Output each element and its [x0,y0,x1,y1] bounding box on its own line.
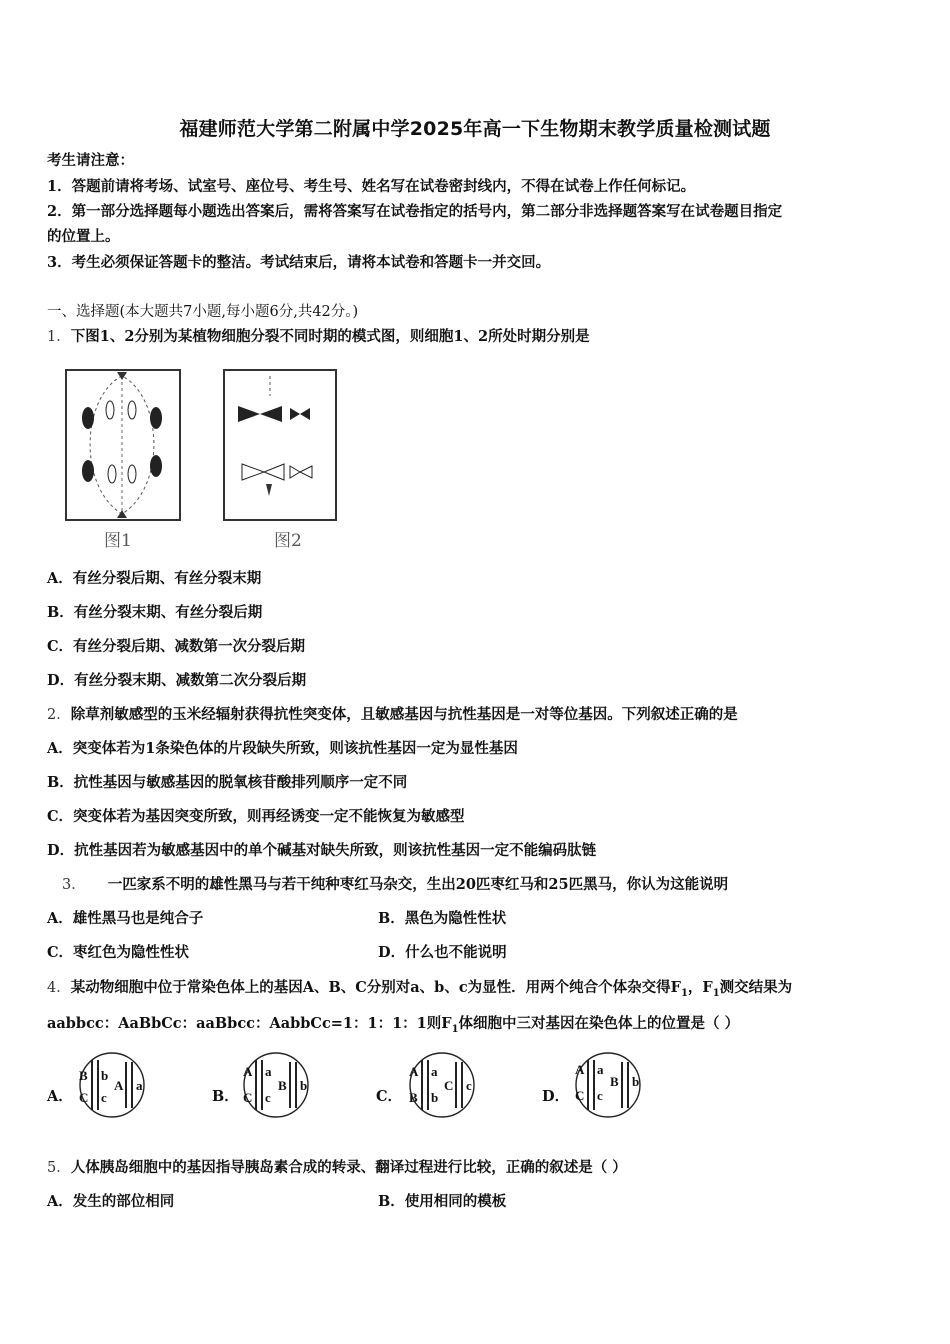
svg-text:c: c [101,1090,107,1105]
q2-option-d: D．抗性基因若为敏感基因中的单个碱基对缺失所致，则该抗性基因一定不能编码肽链 [47,842,597,859]
svg-text:B: B [278,1078,287,1093]
q4-stem: 4．某动物细胞中位于常染色体上的基因A、B、C分别对a、b、c为显性．用两个纯合个体杂交得$F_1$，$F_1$测交结果为 [47,979,793,999]
svg-text:b: b [101,1068,109,1083]
q3-option-a: A．雄性黑马也是纯合子 [47,910,204,927]
svg-text:A: A [409,1064,419,1079]
q1-stem [47,327,590,347]
notice-item-2: 2．第一部分选择题每小题选出答案后，需将答案写在试卷指定的括号内，第二部分非选择题答案写在试卷题目指定 [47,203,783,220]
svg-text:C: C [575,1088,585,1103]
svg-text:C: C [79,1090,89,1105]
svg-text:A: A [575,1062,585,1077]
notice-item-3: 3．考生必须保证答题卡的整洁。考试结束后，请将本试卷和答题卡一并交回。 [47,254,551,271]
q1-number: 1． [47,329,71,345]
q5-stem [47,1158,627,1178]
svg-text:a: a [597,1062,604,1077]
svg-text:c: c [466,1078,472,1093]
q4-option-c-label: C． [376,1088,403,1105]
figure-2-frame [224,370,336,520]
q1-option-c: C．有丝分裂后期、减数第一次分裂后期 [47,638,306,655]
q4-option-b-diagram [238,1050,314,1120]
notice-item-2-cont: 的位置上。 [47,228,120,245]
q2-number: 2． [47,707,71,723]
svg-text:b: b [300,1078,308,1093]
q2-option-a: A．突变体若为1条染色体的片段缺失所致，则该抗性基因一定为显性基因 [47,740,518,757]
svg-text:a: a [136,1078,143,1093]
svg-text:b: b [431,1090,439,1105]
q3-stem [62,875,728,895]
figure-2-chromosomes-top [238,406,310,422]
q2-stem [47,705,738,725]
figure-2-chromosomes-bottom [242,464,312,480]
q5-option-a: A．发生的部位相同 [47,1193,175,1210]
q5-number: 5． [47,1160,71,1176]
svg-text:C: C [444,1078,454,1093]
notice-item-1: 1．答题前请将考场、试室号、座位号、考生号、姓名写在试卷密封线内，不得在试卷上作任何标记。 [47,178,696,195]
figure-2-cell-telophase [220,366,342,552]
q1-text: 下图1、2分别为某植物细胞分裂不同时期的模式图，则细胞1、2所处时期分别是 [70,328,590,345]
q3-option-c: C．枣红色为隐性性状 [47,944,190,961]
q2-text: 除草剂敏感型的玉米经辐射获得抗性突变体，且敏感基因与抗性基因是一对等位基因。下列叙述正确的是 [70,706,738,723]
q5-option-b: B．使用相同的模板 [378,1193,507,1210]
figure-2-caption: 图2 [274,531,302,551]
q5-text: 人体胰岛细胞中的基因指导胰岛素合成的转录、翻译过程进行比较，正确的叙述是（ ） [70,1159,627,1176]
svg-text:B: B [409,1090,418,1105]
q2-option-b: B．抗性基因与敏感基因的脱氧核苷酸排列顺序一定不同 [47,774,408,791]
q4-option-b-label: B． [212,1088,239,1105]
q4-number: 4． [47,980,71,996]
svg-text:A: A [243,1064,253,1079]
section-heading: 一、选择题(本大题共7小题,每小题6分,共42分。) [47,304,359,320]
figure-1-frame [66,370,180,520]
q4-option-a-diagram [74,1050,150,1120]
figure-1-caption: 图1 [104,531,132,551]
q4-option-c-diagram [404,1050,480,1120]
q4-option-d-label: D． [542,1088,570,1105]
q4-option-d-diagram [570,1050,646,1120]
svg-text:c: c [265,1090,271,1105]
q3-option-b: B．黑色为隐性性状 [378,910,507,927]
q1-option-a: A．有丝分裂后期、有丝分裂末期 [47,570,262,587]
q3-option-d: D．什么也不能说明 [378,944,507,961]
svg-text:C: C [243,1090,253,1105]
q1-option-b: B．有丝分裂末期、有丝分裂后期 [47,604,263,621]
q3-text: 一匹家系不明的雄性黑马与若干纯种枣红马杂交，生出20匹枣红马和25匹黑马，你认为这能说明 [107,876,729,893]
notice-heading: 考生请注意： [47,152,134,169]
svg-text:a: a [431,1064,438,1079]
svg-text:b: b [632,1074,640,1089]
svg-text:c: c [597,1088,603,1103]
page-title: 福建师范大学第二附属中学2025年高一下生物期末教学质量检测试题 [179,118,771,140]
q2-option-c: C．突变体若为基因突变所致，则再经诱变一定不能恢复为敏感型 [47,808,465,825]
q4-option-a-label: A． [47,1088,73,1105]
svg-text:A: A [114,1078,124,1093]
q4-stem-line2: aabbcc：AaBbCc：aaBbcc：AabbCc=1：1：1：1则$F_1$体细胞中三对基因在染色体上的位置是（ ） [47,1015,740,1035]
q1-option-d: D．有丝分裂末期、减数第二次分裂后期 [47,672,307,689]
figure-1-cell-anaphase [62,366,184,552]
svg-text:B: B [79,1068,88,1083]
q3-number: 3． [62,877,86,893]
svg-text:B: B [610,1074,619,1089]
svg-text:a: a [265,1064,272,1079]
